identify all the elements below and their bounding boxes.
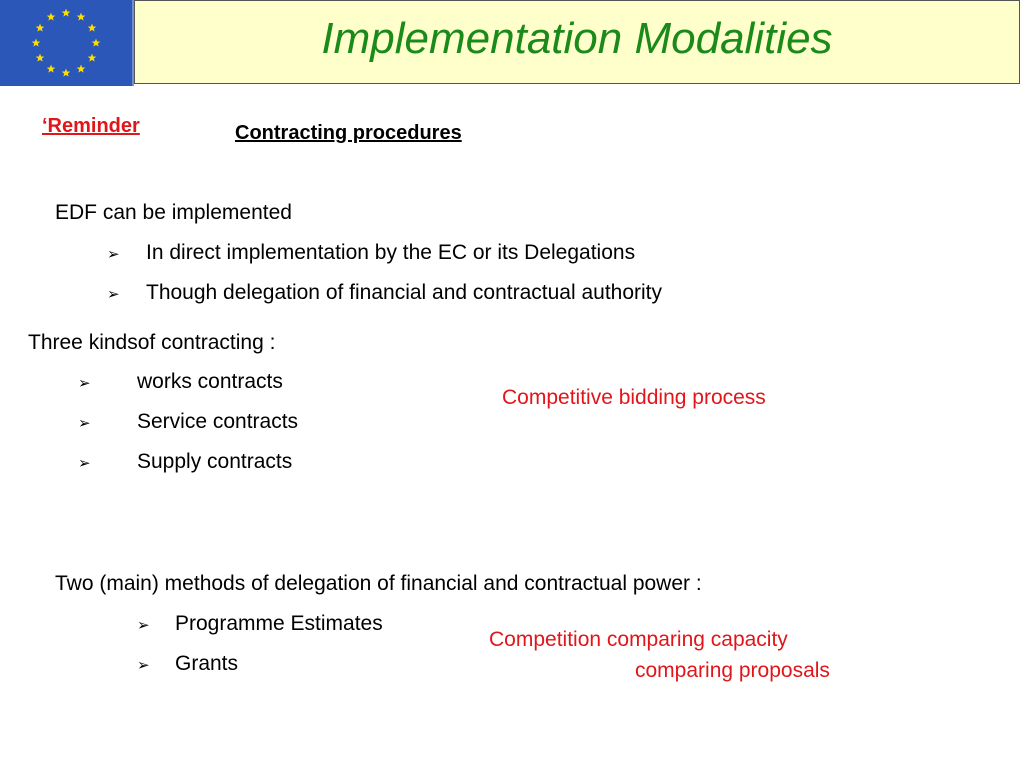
contract-type-service: Service contracts xyxy=(137,410,299,433)
bullet-icon: ➢ xyxy=(107,286,120,303)
star-icon xyxy=(47,13,56,21)
edf-item-delegation: Though delegation of financial and contractual authority xyxy=(146,281,663,304)
star-icon xyxy=(77,13,86,21)
competitive-bidding-note: Competitive bidding process xyxy=(502,386,766,409)
star-icon xyxy=(47,64,56,72)
eu-stars-circle xyxy=(0,0,132,86)
bullet-icon: ➢ xyxy=(137,657,150,674)
edf-intro: EDF can be implemented xyxy=(55,201,292,224)
bullet-icon: ➢ xyxy=(78,455,91,472)
star-icon xyxy=(36,24,45,32)
star-icon xyxy=(77,64,86,72)
delegation-intro: Two (main) methods of delegation of financial and contractual power : xyxy=(55,572,702,595)
method-programme-estimates: Programme Estimates xyxy=(175,612,383,635)
star-icon xyxy=(62,9,71,17)
star-icon xyxy=(62,69,71,77)
eu-flag-icon xyxy=(0,0,134,86)
page-title: Implementation Modalities xyxy=(321,14,833,63)
section-heading: Contracting procedures xyxy=(235,122,462,144)
bullet-icon: ➢ xyxy=(78,375,91,392)
title-bar xyxy=(134,0,1020,84)
edf-item-direct: In direct implementation by the EC or its Delegations xyxy=(146,241,636,264)
competition-note-capacity: Competition comparing capacity xyxy=(489,628,788,651)
star-icon xyxy=(32,39,41,47)
contracting-intro: Three kindsof contracting : xyxy=(28,331,276,354)
contract-type-works: works contracts xyxy=(137,370,283,393)
bullet-icon: ➢ xyxy=(137,617,150,634)
star-icon xyxy=(92,39,101,47)
star-icon xyxy=(88,54,97,62)
method-grants: Grants xyxy=(175,652,239,675)
competition-note-proposals: comparing proposals xyxy=(635,659,830,682)
bullet-icon: ➢ xyxy=(107,246,120,263)
star-icon xyxy=(88,24,97,32)
reminder-label: ‘Reminder xyxy=(42,115,140,137)
star-icon xyxy=(36,54,45,62)
bullet-icon: ➢ xyxy=(78,415,91,432)
contract-type-supply: Supply contracts xyxy=(137,450,293,473)
